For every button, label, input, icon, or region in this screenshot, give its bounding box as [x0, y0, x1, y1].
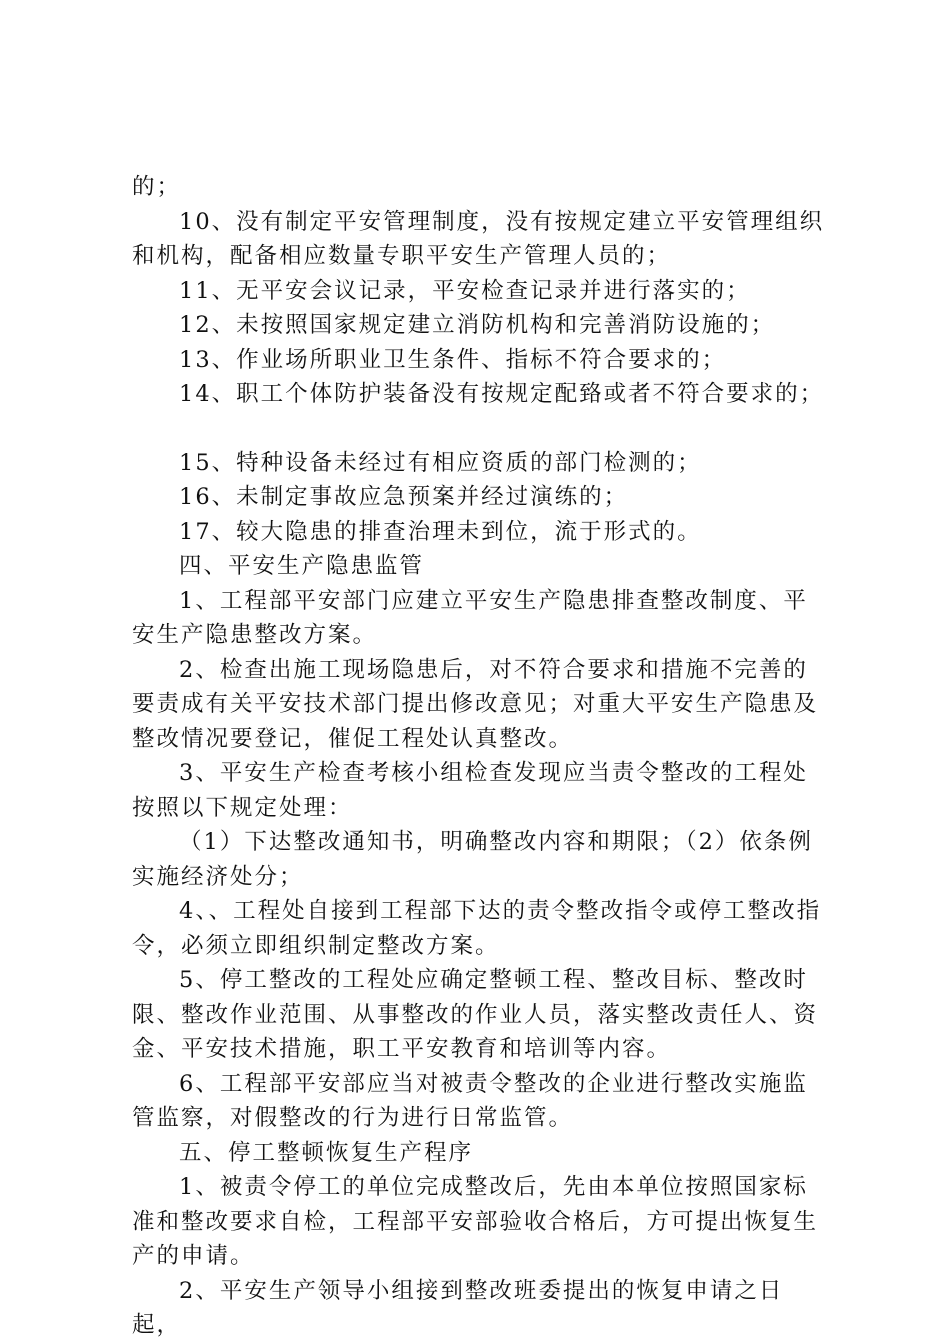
paragraph: 12、未按照国家规定建立消防机构和完善消防设施的；	[179, 312, 776, 338]
paragraph: 11、无平安会议记录，平安检查记录并进行落实的；	[179, 277, 751, 304]
paragraph: 1、工程部平安部门应建立平安生产隐患排查整改制度、平安生产隐患整改方案。	[132, 587, 808, 648]
section-heading: 四、平安生产隐患监管	[179, 553, 425, 579]
paragraph: 15、特种设备未经过有相应资质的部门检测的；	[179, 449, 702, 476]
paragraph: 2、平安生产领导小组接到整改班委提出的恢复申请之日起，	[132, 1277, 784, 1338]
section-heading: 五、停工整顿恢复生产程序	[179, 1139, 474, 1166]
paragraph: 16、未制定事故应急预案并经过演练的；	[179, 484, 629, 510]
document-body	[132, 170, 832, 1343]
paragraph: 14、职工个体防护装备没有按规定配臵或者不符合要求的；	[179, 381, 825, 407]
paragraph: 1、被责令停工的单位完成整改后，先由本单位按照国家标准和整改要求自检，工程部平安部验收合格后，方可提出恢复生产的申请。	[132, 1174, 819, 1269]
paragraph: （1）下达整改通知书，明确整改内容和期限；（2）依条例实施经济处分；	[132, 829, 813, 890]
paragraph: 13、作业场所职业卫生条件、指标不符合要求的；	[179, 346, 727, 373]
paragraph: 3、平安生产检查考核小组检查发现应当责令整改的工程处按照以下规定处理：	[132, 760, 808, 821]
paragraph: 6、工程部平安部应当对被责令整改的企业进行整改实施监管监察，对假整改的行为进行日常监管。	[132, 1070, 808, 1131]
blank-line	[132, 412, 832, 446]
paragraph: 5、停工整改的工程处应确定整顿工程、整改目标、整改时限、整改作业范围、从事整改的作业人员，落实整改责任人、资金、平安技术措施，职工平安教育和培训等内容。	[132, 967, 819, 1062]
paragraph: 2、检查出施工现场隐患后，对不符合要求和措施不完善的要责成有关平安技术部门提出修改意见；对重大平安生产隐患及整改情况要登记，催促工程处认真整改。	[132, 656, 819, 752]
paragraph: 的；	[132, 174, 182, 200]
paragraph: 17、较大隐患的排查治理未到位，流于形式的。	[179, 518, 702, 545]
paragraph: 4、、工程处自接到工程部下达的责令整改指令或停工整改指令，必须立即组织制定整改方案。	[132, 898, 822, 959]
paragraph: 10、没有制定平安管理制度，没有按规定建立平安管理组织和机构，配备相应数量专职平安生产管理人员的；	[132, 208, 825, 269]
